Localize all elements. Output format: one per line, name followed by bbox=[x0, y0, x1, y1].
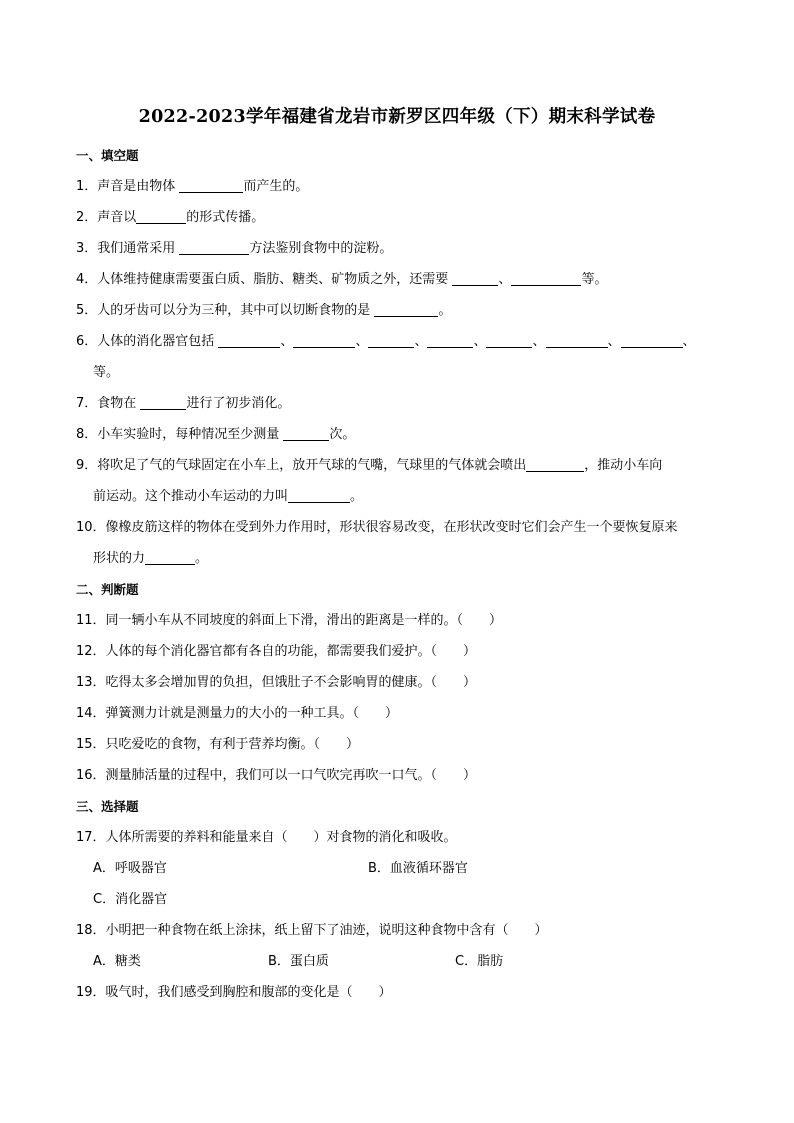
option-b[interactable]: B．血液循环器官 bbox=[368, 861, 468, 876]
question-17: 17．人体所需要的养料和能量来自（ ）对食物的消化和吸收。 bbox=[76, 830, 457, 845]
question-14: 14．弹簧测力计就是测量力的大小的一种工具。（ ） bbox=[76, 706, 399, 721]
option-c[interactable]: C．脂肪 bbox=[455, 954, 504, 969]
answer-blank[interactable] bbox=[374, 301, 438, 317]
section-choice-title: 三、选择题 bbox=[76, 799, 139, 814]
answer-blank[interactable] bbox=[179, 177, 243, 193]
answer-blank[interactable] bbox=[427, 332, 473, 348]
answer-blank[interactable] bbox=[140, 394, 186, 410]
question-13: 13．吃得太多会增加胃的负担，但饿肚子不会影响胃的健康。（ ） bbox=[76, 675, 477, 690]
question-10-cont: 形状的力 。 bbox=[93, 551, 209, 566]
question-6: 6．人体的消化器官包括 、 、 、 、 、 、 、 bbox=[76, 334, 696, 349]
answer-blank[interactable] bbox=[621, 332, 683, 348]
option-a[interactable]: A．糖类 bbox=[93, 954, 141, 969]
question-10: 10．像橡皮筋这样的物体在受到外力作用时，形状很容易改变，在形状改变时它们会产生一个要恢复原来 bbox=[76, 520, 678, 535]
question-2: 2．声音以 的形式传播。 bbox=[76, 210, 265, 225]
answer-blank[interactable] bbox=[179, 239, 249, 255]
question-7: 7．食物在 进行了初步消化。 bbox=[76, 396, 291, 411]
answer-blank[interactable] bbox=[283, 425, 329, 441]
question-17-options-2 bbox=[76, 884, 726, 915]
exam-content bbox=[76, 140, 726, 1008]
question-12: 12．人体的每个消化器官都有各自的功能，都需要我们爱护。（ ） bbox=[76, 644, 477, 659]
question-3: 3．我们通常采用 方法鉴别食物中的淀粉。 bbox=[76, 241, 393, 256]
answer-blank[interactable] bbox=[511, 270, 581, 286]
question-4: 4．人体维持健康需要蛋白质、脂肪、糖类、矿物质之外，还需要 、 等。 bbox=[76, 272, 608, 287]
question-16: 16．测量肺活量的过程中，我们可以一口气吹完再吹一口气。（ ） bbox=[76, 768, 477, 783]
question-17-options bbox=[76, 853, 726, 884]
question-11: 11．同一辆小车从不同坡度的斜面上下滑，滑出的距离是一样的。（ ） bbox=[76, 613, 503, 628]
option-b[interactable]: B．蛋白质 bbox=[268, 954, 329, 969]
answer-blank[interactable] bbox=[486, 332, 532, 348]
question-1: 1．声音是由物体 而产生的。 bbox=[76, 179, 309, 194]
answer-blank[interactable] bbox=[293, 332, 355, 348]
page-title: 2022-2023学年福建省龙岩市新罗区四年级（下）期末科学试卷 bbox=[138, 107, 656, 127]
question-6-cont: 等。 bbox=[93, 365, 120, 380]
answer-blank[interactable] bbox=[452, 270, 498, 286]
answer-blank[interactable] bbox=[526, 456, 584, 472]
option-a[interactable]: A．呼吸器官 bbox=[93, 861, 167, 876]
question-19: 19．吸气时，我们感受到胸腔和腹部的变化是（ ） bbox=[76, 985, 392, 1000]
question-15: 15．只吃爱吃的食物，有利于营养均衡。（ ） bbox=[76, 737, 360, 752]
question-5: 5．人的牙齿可以分为三种，其中可以切断食物的是 。 bbox=[76, 303, 452, 318]
question-9: 9．将吹足了气的气球固定在小车上，放开气球的气嘴，气球里的气体就会喷出 ，推动小车向 bbox=[76, 458, 663, 473]
question-18-options bbox=[76, 946, 726, 977]
section-judge-title: 二、判断题 bbox=[76, 582, 139, 597]
question-9-cont: 前运动。这个推动小车运动的力叫 。 bbox=[93, 489, 364, 504]
answer-blank[interactable] bbox=[546, 332, 608, 348]
answer-blank[interactable] bbox=[218, 332, 280, 348]
question-18: 18．小明把一种食物在纸上涂抹，纸上留下了油迹，说明这种食物中含有（ ） bbox=[76, 923, 548, 938]
answer-blank[interactable] bbox=[368, 332, 414, 348]
answer-blank[interactable] bbox=[136, 208, 186, 224]
answer-blank[interactable] bbox=[288, 487, 350, 503]
answer-blank[interactable] bbox=[145, 549, 195, 565]
section-fill-title: 一、填空题 bbox=[76, 148, 139, 163]
option-c[interactable]: C．消化器官 bbox=[93, 892, 168, 907]
question-8: 8．小车实验时，每种情况至少测量 次。 bbox=[76, 427, 356, 442]
